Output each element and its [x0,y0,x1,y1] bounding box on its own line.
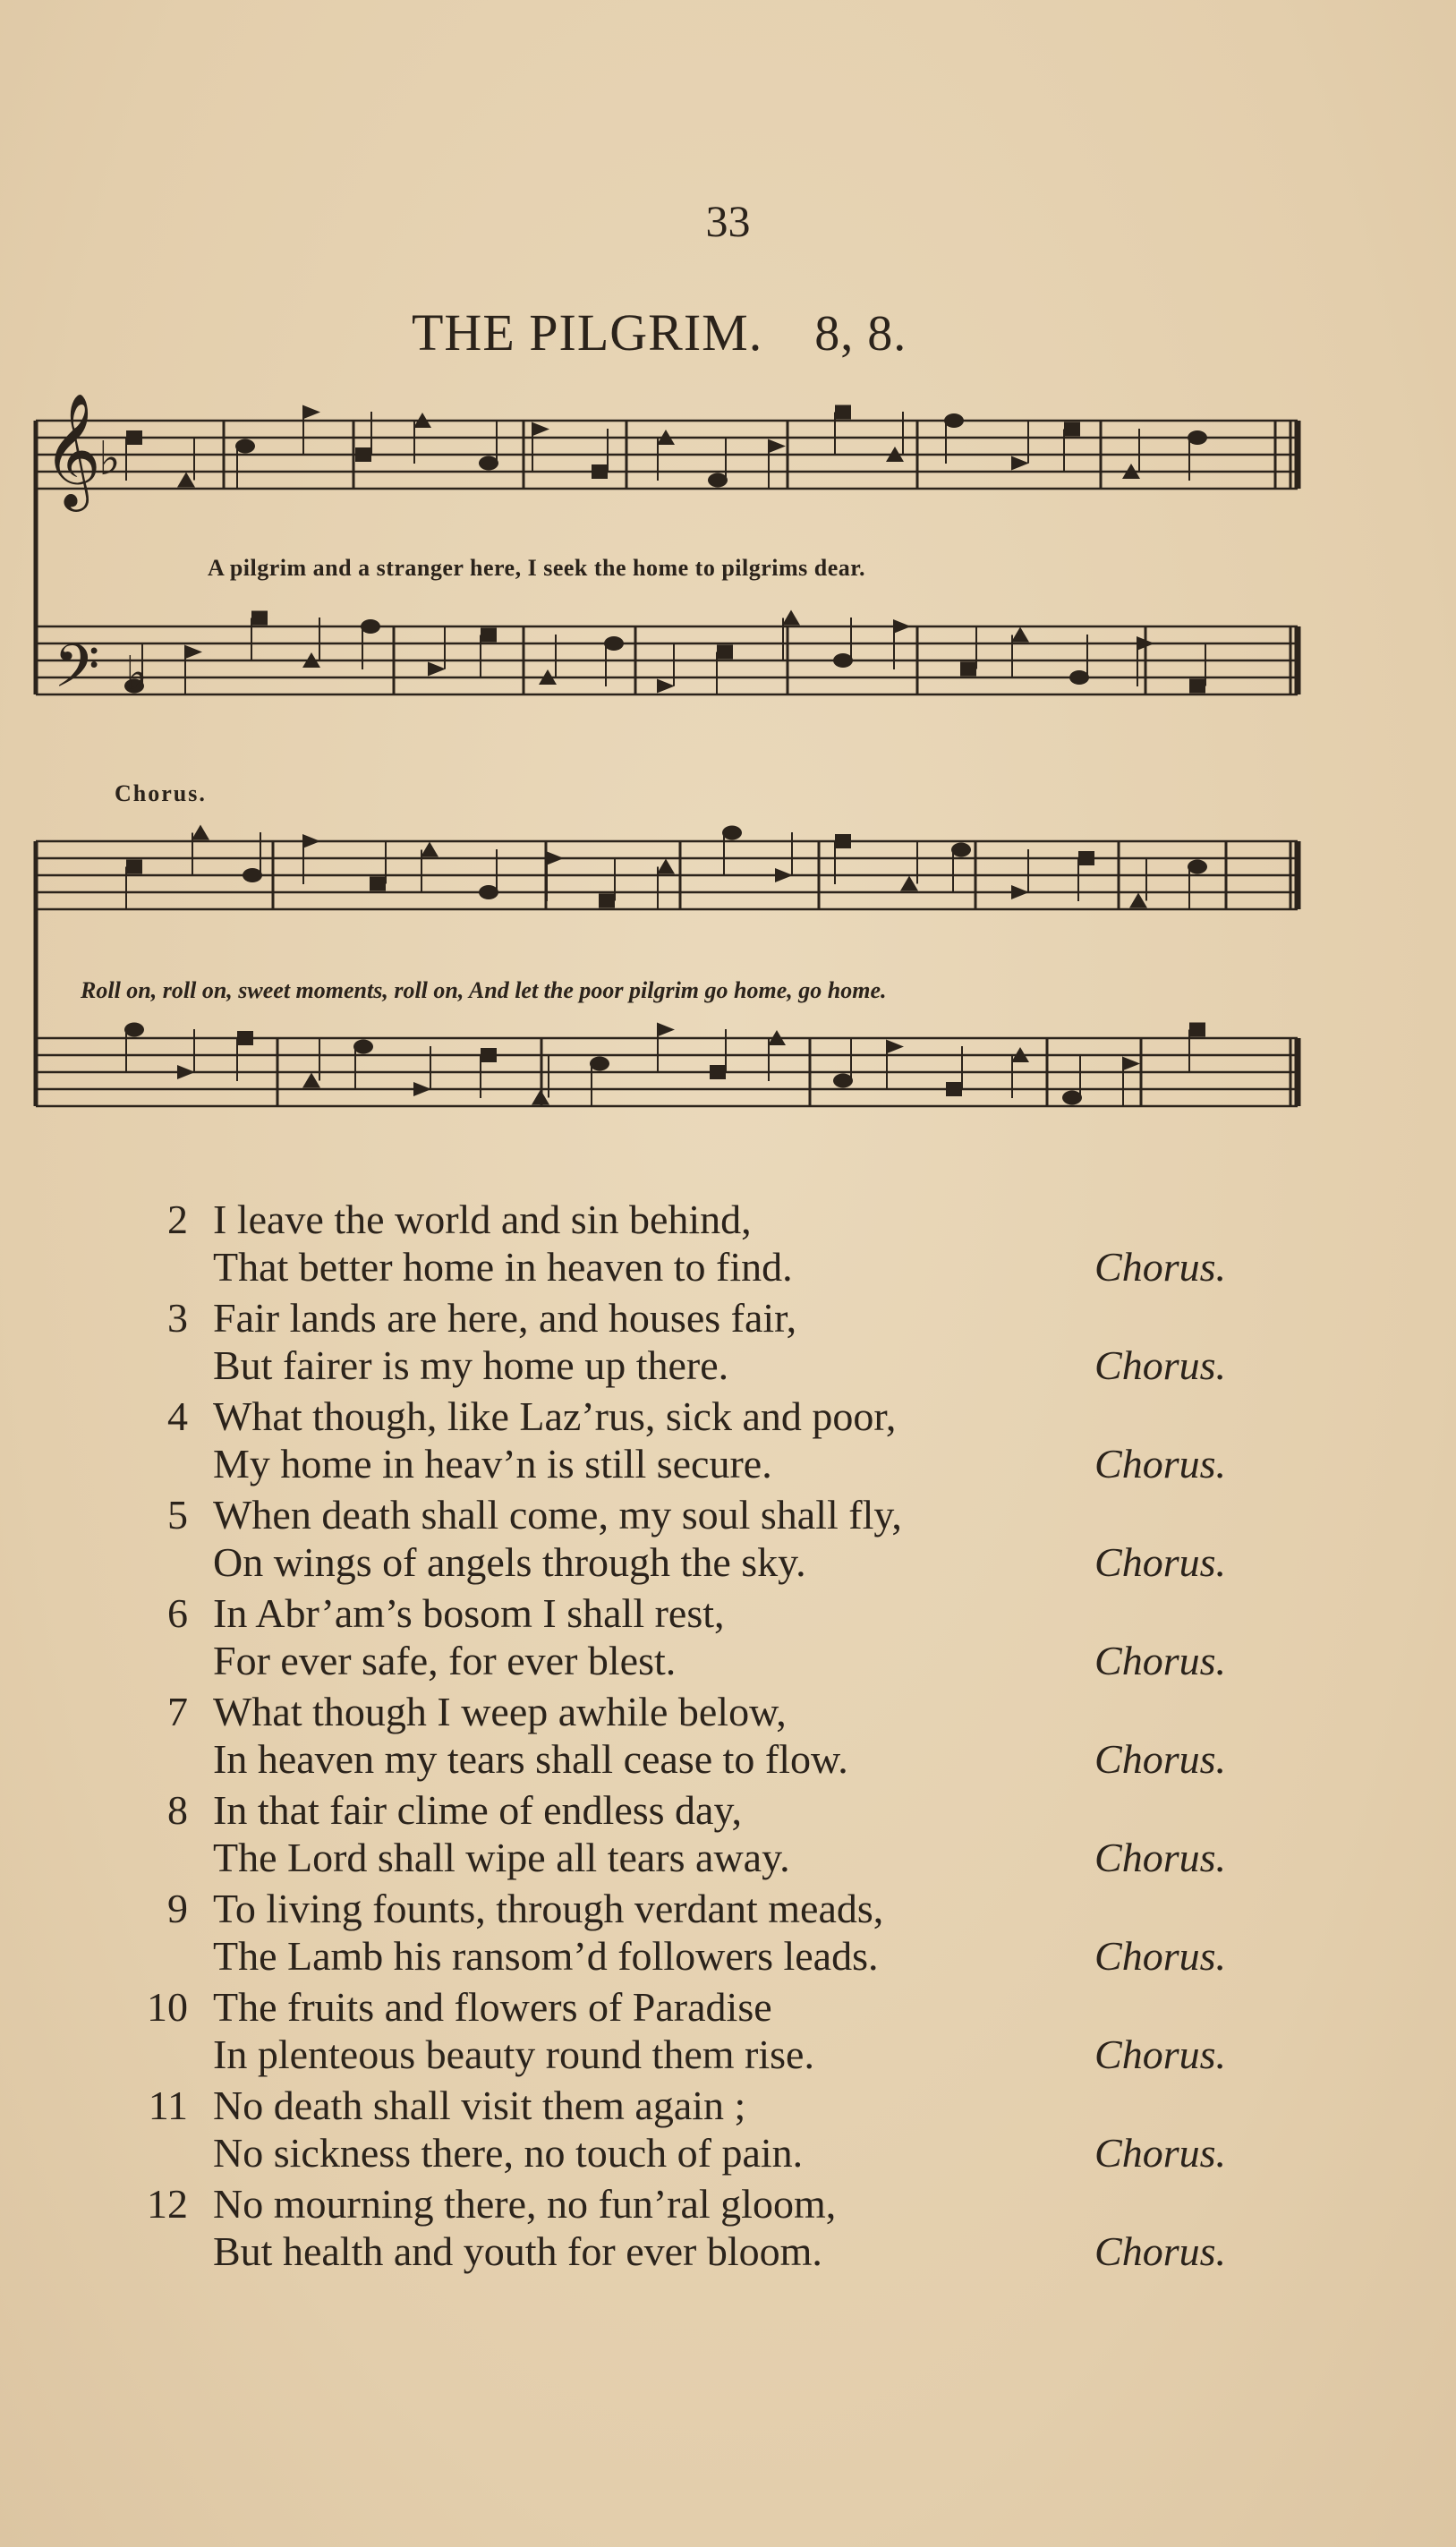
verse-chorus-cue: Chorus. [1094,2228,1226,2274]
square-note [1189,679,1205,694]
music-lyric-line-2: Roll on, roll on, sweet moments, roll on, And let the poor pilgrim go home, go home. [81,977,887,1003]
verse-line-2: The Lamb his ransom’d followers leads. [213,1933,879,1979]
verse [134,1293,1226,1392]
verse-number: 7 [167,1689,188,1734]
verse [134,1195,1226,1293]
square-note [355,447,371,462]
hymn-meter: 8, 8. [814,306,907,362]
verse-number: 5 [167,1492,188,1538]
verse-chorus-cue: Chorus. [1094,2130,1226,2176]
verse [134,1785,1226,1884]
flag-note [775,868,793,882]
flat-sign-icon: ♭ [125,647,148,701]
flat-sign-icon: ♭ [98,432,121,486]
verse [134,1982,1226,2081]
verse-number: 9 [167,1886,188,1931]
round-note [353,1040,373,1054]
verse-chorus-cue: Chorus. [1094,1736,1226,1782]
verse-line-1: No death shall visit them again ; [213,2083,746,2128]
round-note [708,473,728,488]
verse [134,1884,1226,1982]
square-note [946,1082,962,1096]
verse-chorus-cue: Chorus. [1094,1539,1226,1585]
round-note [722,826,742,840]
triangle-note [782,610,800,626]
square-note [835,834,851,848]
square-note [370,877,386,891]
round-note [479,456,498,471]
hymn-title-text: THE PILGRIM. [412,303,763,362]
square-note [481,628,497,643]
round-note [1062,1091,1082,1105]
verse-line-2: My home in heav’n is still secure. [213,1441,772,1486]
verse-line-2: For ever safe, for ever blest. [213,1638,677,1683]
square-note [592,464,608,479]
square-note [710,1065,726,1079]
triangle-note [1129,893,1147,908]
verse-line-1: In that fair clime of endless day, [213,1787,742,1833]
chorus-heading: Chorus. [115,780,207,806]
verse-number: 2 [167,1197,188,1242]
square-note [1078,851,1094,865]
flag-note [184,645,202,660]
square-note [960,662,976,677]
music-lyric-line-1: A pilgrim and a stranger here, I seek the home to pilgrims dear. [208,555,865,581]
round-note [1188,860,1207,874]
round-note [479,885,498,899]
round-note [235,439,255,454]
triangle-note [192,825,209,840]
verse-line-2: In plenteous beauty round them rise. [213,2032,814,2077]
verse-line-1: When death shall come, my soul shall fly, [213,1492,902,1538]
flag-note [1122,1057,1140,1071]
square-note [237,1031,253,1045]
verse-line-1: No mourning there, no fun’ral gloom, [213,2181,837,2227]
flag-note [886,1040,904,1054]
flag-note [1011,885,1029,899]
square-note [1189,1023,1205,1037]
round-note [243,868,262,882]
square-note [126,430,142,445]
round-note [361,619,380,634]
verse-number: 4 [167,1393,188,1439]
verse-line-1: Fair lands are here, and houses fair, [213,1295,797,1341]
verse [134,2179,1226,2278]
verse-line-2: That better home in heaven to find. [213,1244,793,1290]
verse-chorus-cue: Chorus. [1094,1933,1226,1979]
verse-line-2: The Lord shall wipe all tears away. [213,1835,790,1880]
square-note [251,611,268,626]
verse-number: 11 [148,2083,188,2128]
flag-note [893,619,911,634]
triangle-note [177,473,195,488]
verse-line-2: But health and youth for ever bloom. [213,2228,822,2274]
square-note [1064,422,1080,437]
verse-chorus-cue: Chorus. [1094,1441,1226,1486]
verse-number: 10 [147,1984,188,2030]
verse-list [134,1195,1226,2278]
triangle-note [657,859,675,874]
flag-note [302,405,320,420]
round-note [1188,430,1207,445]
flag-note [657,1023,675,1037]
flag-note [546,851,564,865]
round-note [604,636,624,651]
flag-note [177,1065,195,1079]
verse-number: 3 [167,1295,188,1341]
verse-line-2: No sickness there, no touch of pain. [213,2130,804,2176]
flag-note [302,834,320,848]
clef-icon: 𝄢 [54,632,100,715]
triangle-note [1011,627,1029,643]
verse [134,1589,1226,1687]
verse-chorus-cue: Chorus. [1094,1342,1226,1388]
round-note [590,1057,609,1071]
verse-line-2: On wings of angels through the sky. [213,1539,806,1585]
verse-line-1: I leave the world and sin behind, [213,1197,752,1242]
verse-line-1: In Abr’am’s bosom I shall rest, [213,1590,725,1636]
verse-chorus-cue: Chorus. [1094,1638,1226,1683]
flag-note [1011,456,1029,471]
flag-note [657,679,675,694]
verse-line-2: In heaven my tears shall cease to flow. [213,1736,848,1782]
verse [134,2081,1226,2179]
round-note [833,1074,853,1088]
verse-number: 12 [147,2181,188,2227]
verse-line-1: The fruits and flowers of Paradise [213,1984,772,2030]
round-note [833,653,853,668]
verse [134,1490,1226,1589]
round-note [1069,670,1089,685]
square-note [599,894,615,908]
square-note [126,860,142,874]
treble-clef-icon: 𝄞 [43,392,102,507]
verse-number: 8 [167,1787,188,1833]
verse-line-2: But fairer is my home up there. [213,1342,729,1388]
square-note [835,405,851,420]
triangle-note [532,1090,549,1105]
flag-note [532,422,549,437]
flag-note [428,662,446,677]
round-note [951,843,971,857]
flag-note [413,1082,431,1096]
triangle-note [900,876,918,891]
page-number: 33 [705,196,751,246]
round-note [944,413,964,428]
verse-line-1: To living founts, through verdant meads, [213,1886,884,1931]
verse-line-1: What though, like Laz’rus, sick and poor, [213,1393,897,1439]
triangle-note [302,1073,320,1088]
verse-chorus-cue: Chorus. [1094,1835,1226,1880]
square-note [717,645,733,660]
verse [134,1687,1226,1785]
verse-number: 6 [167,1590,188,1636]
verse-line-1: What though I weep awhile below, [213,1689,787,1734]
square-note [481,1048,497,1062]
verse [134,1392,1226,1490]
triangle-note [421,842,439,857]
verse-chorus-cue: Chorus. [1094,1244,1226,1290]
round-note [124,1023,144,1037]
verse-chorus-cue: Chorus. [1094,2032,1226,2077]
flag-note [768,439,786,454]
